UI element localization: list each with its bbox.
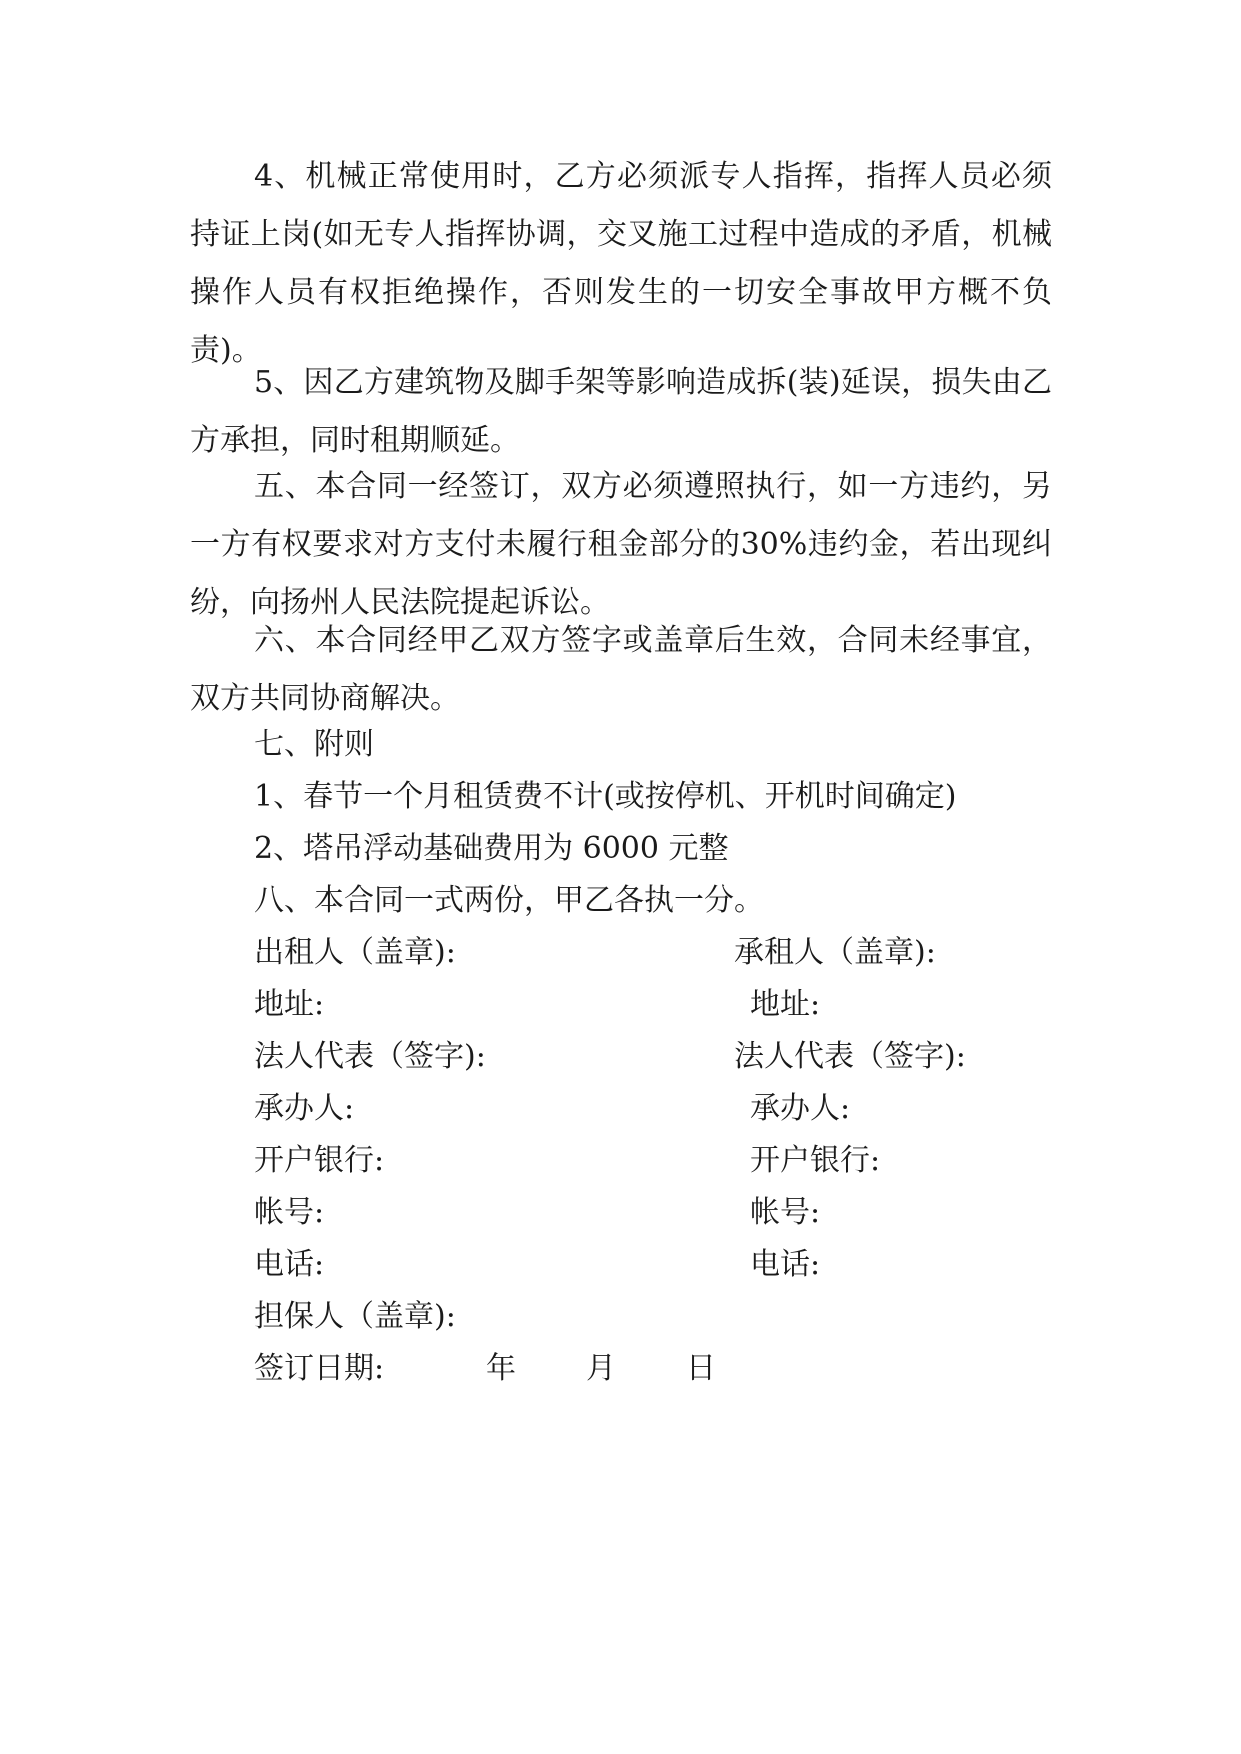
- lessor-account-label: 帐号:: [254, 1195, 325, 1230]
- lessee-legal-rep-label: 法人代表（签字):: [734, 1039, 966, 1074]
- signing-date-label: 签订日期:: [254, 1351, 385, 1386]
- lessee-bank-label: 开户银行:: [750, 1143, 881, 1178]
- clause-eight: 八、本合同一式两份，甲乙各执一分。: [254, 883, 764, 918]
- lessor-legal-rep-label: 法人代表（签字):: [254, 1039, 486, 1074]
- lessee-address-label: 地址:: [750, 987, 821, 1022]
- date-year-label: 年: [486, 1351, 516, 1386]
- appendix-item-2: 2、塔吊浮动基础费用为 6000 元整: [254, 831, 729, 866]
- date-month-label: 月: [586, 1351, 616, 1386]
- lessee-handler-label: 承办人:: [750, 1091, 851, 1126]
- date-day-label: 日: [686, 1351, 716, 1386]
- lessor-phone-label: 电话:: [254, 1247, 325, 1282]
- lessor-handler-label: 承办人:: [254, 1091, 355, 1126]
- guarantor-seal-label: 担保人（盖章):: [254, 1299, 456, 1334]
- lessee-seal-label: 承租人（盖章):: [734, 935, 936, 970]
- section-six-paragraph: 六、本合同经甲乙双方签字或盖章后生效，合同未经事宜，双方共同协商解决。: [190, 623, 1052, 716]
- lessor-seal-label: 出租人（盖章):: [254, 935, 456, 970]
- appendix-item-1: 1、春节一个月租赁费不计(或按停机、开机时间确定): [254, 779, 957, 814]
- lessee-phone-label: 电话:: [750, 1247, 821, 1282]
- appendix-title: 七、附则: [254, 727, 374, 762]
- clause-4-paragraph: 4、机械正常使用时，乙方必须派专人指挥，指挥人员必须持证上岗(如无专人指挥协调，交叉施工过程中造成的矛盾，机械操作人员有权拒绝操作，否则发生的一切安全事故甲方概不负责)。: [190, 159, 1052, 368]
- section-five-paragraph: 五、本合同一经签订，双方必须遵照执行，如一方违约，另一方有权要求对方支付未履行租金部分的30%违约金，若出现纠纷，向扬州人民法院提起诉讼。: [190, 469, 1052, 620]
- lessee-account-label: 帐号:: [750, 1195, 821, 1230]
- clause-5-paragraph: 5、因乙方建筑物及脚手架等影响造成拆(装)延误，损失由乙方承担，同时租期顺延。: [190, 365, 1052, 458]
- lessor-address-label: 地址:: [254, 987, 325, 1022]
- lessor-bank-label: 开户银行:: [254, 1143, 385, 1178]
